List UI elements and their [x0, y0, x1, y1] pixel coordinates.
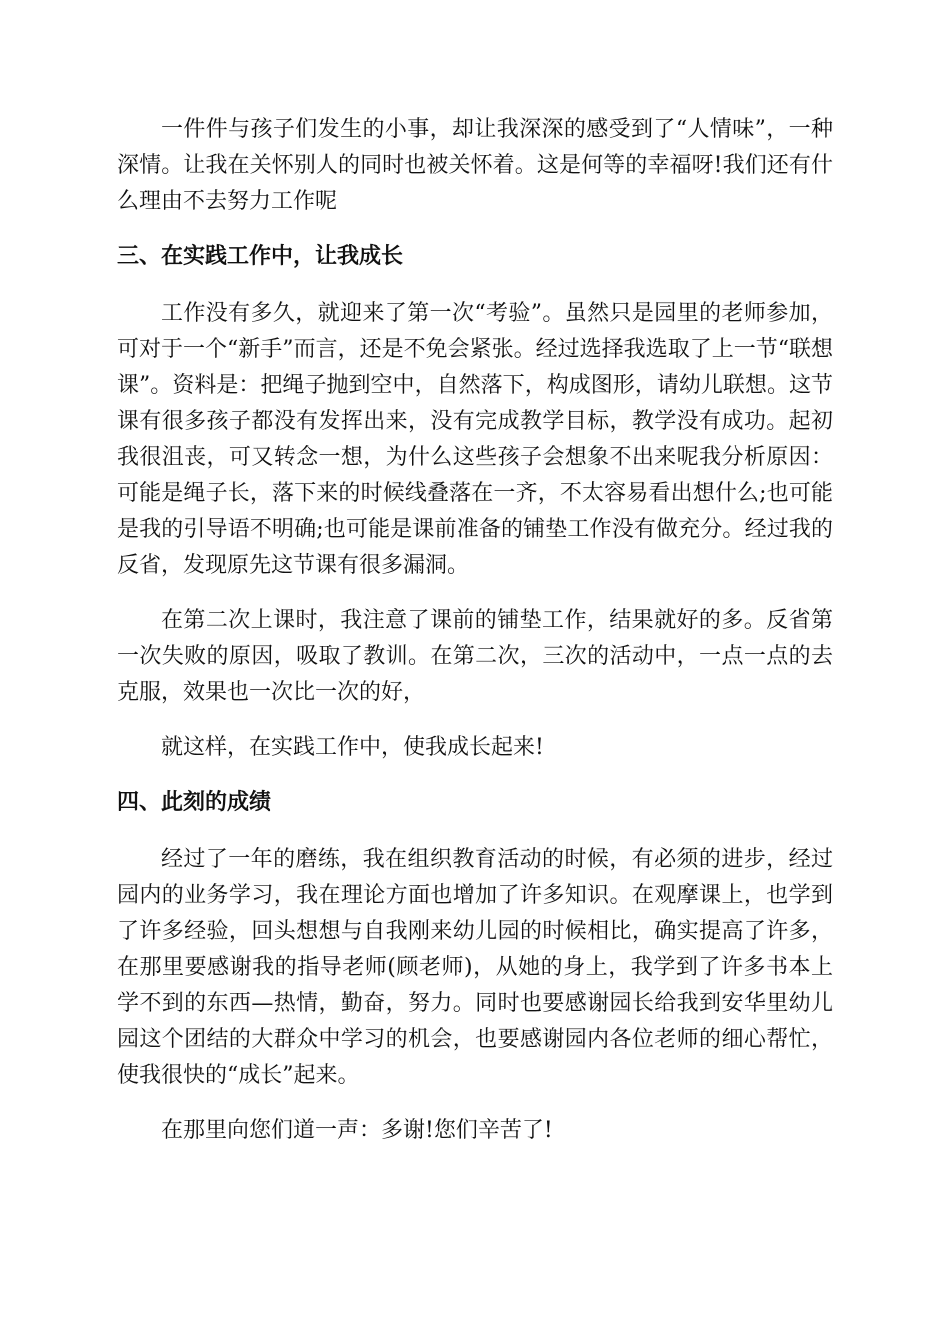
- section-heading: 四、此刻的成绩: [117, 790, 272, 815]
- paragraph: 在第二次上课时，我注意了课前的铺垫工作，结果就好的多。反省第一次失败的原因，吸取了教训。在第二次，三次的活动中，一点一点的去克服，效果也一次比一次的好，: [117, 608, 833, 705]
- document-body: [117, 112, 833, 1168]
- paragraph: 在那里向您们道一声：多谢!您们辛苦了!: [161, 1118, 553, 1143]
- section-heading: 三、在实践工作中，让我成长: [117, 244, 404, 269]
- paragraph: 经过了一年的磨练，我在组织教育活动的时候，有必须的进步，经过园内的业务学习，我在理论方面也增加了许多知识。在观摩课上，也学到了许多经验，回头想想与自我刚来幼儿园的时候相比，确实提高了许多，在那里要感谢我的指导老师(顾老师)，从她的身上，我学到了许多书本上学不到的东西—热情，勤奋，努力。同时也要感谢园长给我到安华里幼儿园这个团结的大群众中学习的机会，也要感谢园内各位老师的细心帮忙，使我很快的“成长”起来。: [117, 847, 833, 1088]
- paragraph: 一件件与孩子们发生的小事，却让我深深的感受到了“人情味”，一种深情。让我在关怀别人的同时也被关怀着。这是何等的幸福呀!我们还有什么理由不去努力工作呢: [117, 117, 833, 214]
- paragraph: 就这样，在实践工作中，使我成长起来!: [161, 735, 544, 760]
- paragraph: 工作没有多久，就迎来了第一次“考验”。虽然只是园里的老师参加，可对于一个“新手”而言，还是不免会紧张。经过选择我选取了上一节“联想课”。资料是：把绳子抛到空中，自然落下，构成图形，请幼儿联想。这节课有很多孩子都没有发挥出来，没有完成教学目标，教学没有成功。起初我很沮丧，可又转念一想，为什么这些孩子会想象不出来呢我分析原因：可能是绳子长，落下来的时候线叠落在一齐，不太容易看出想什么;也可能是我的引导语不明确;也可能是课前准备的铺垫工作没有做充分。经过我的反省，发现原先这节课有很多漏洞。: [117, 301, 833, 578]
